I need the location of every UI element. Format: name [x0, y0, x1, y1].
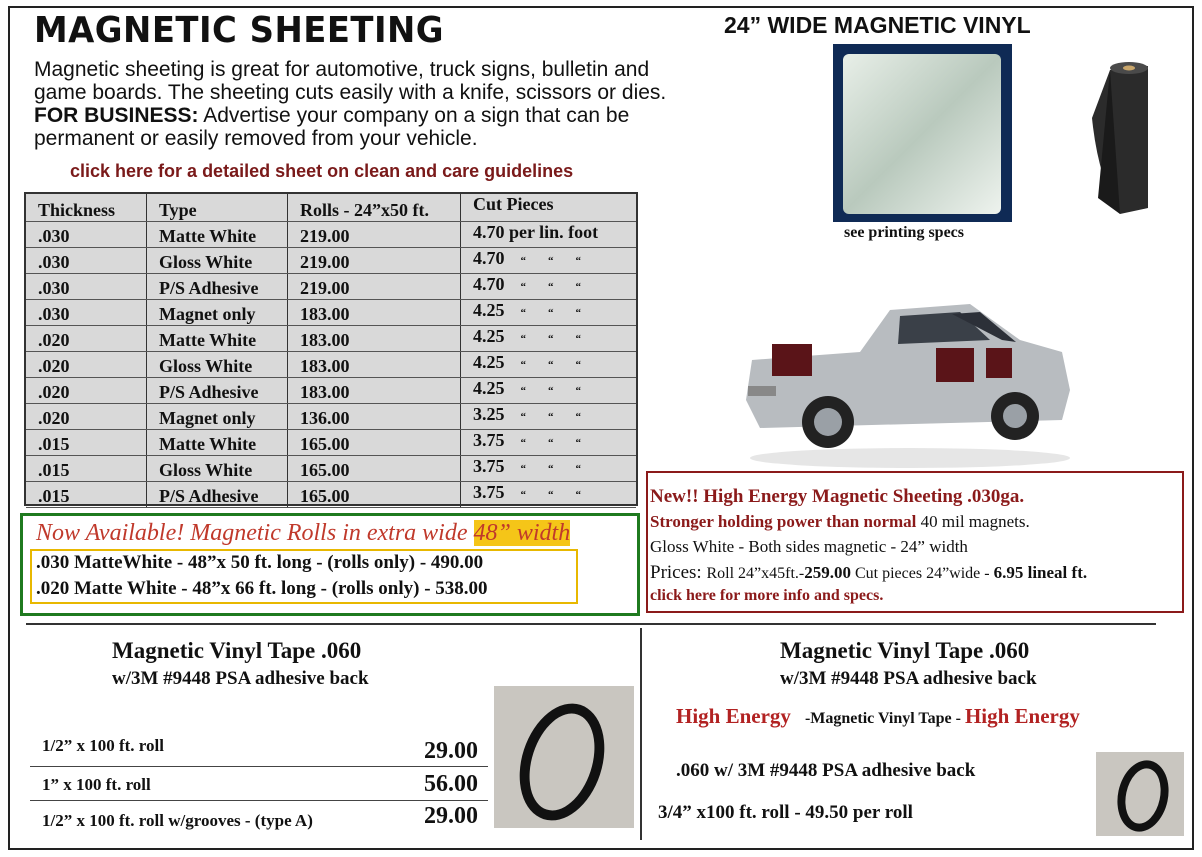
- high-energy-mil: 40 mil magnets.: [916, 512, 1030, 531]
- tape-left-rule-1: [30, 766, 488, 767]
- table-row: [26, 326, 636, 352]
- cut-price-label: Cut pieces 24”wide -: [850, 565, 994, 582]
- col-thickness-header: Thickness: [26, 194, 147, 222]
- cut-price-value: 3.25: [473, 404, 505, 424]
- cut-price-cell: [461, 482, 637, 508]
- cut-price-value: 4.70 per lin. foot: [473, 222, 599, 242]
- roll-price-cell: 183.00: [288, 352, 461, 378]
- cut-price-value: 4.25: [473, 352, 505, 372]
- table-row: [26, 222, 636, 248]
- roll-price-cell: 183.00: [288, 326, 461, 352]
- ditto-mark: “: [520, 463, 526, 475]
- table-row: [26, 352, 636, 378]
- cut-price-cell: [461, 274, 637, 300]
- ditto-mark: “: [548, 489, 554, 501]
- roll-price-cell: 219.00: [288, 222, 461, 248]
- thickness-cell: .020: [26, 326, 147, 352]
- col-cut-header: Cut Pieces: [461, 194, 637, 222]
- ditto-mark: “: [520, 359, 526, 371]
- roll-price-label: Roll 24”x45ft.-: [706, 565, 805, 582]
- cut-price-value: 4.70: [473, 248, 505, 268]
- roll-price-cell: 136.00: [288, 404, 461, 430]
- intro-line-1: Magnetic sheeting is great for automotive, truck signs, bulletin and: [34, 58, 650, 81]
- thickness-cell: .020: [26, 352, 147, 378]
- roll-price-cell: 219.00: [288, 274, 461, 300]
- high-energy-title: New!! High Energy Magnetic Sheeting .030ga.: [650, 486, 1025, 507]
- cut-price-value: 4.70: [473, 274, 505, 294]
- business-text-1: Advertise your company on a sign that can be: [198, 104, 630, 127]
- thickness-cell: .020: [26, 378, 147, 404]
- type-cell: Matte White: [147, 326, 288, 352]
- roll-price-cell: 165.00: [288, 482, 461, 508]
- tape-right-title: Magnetic Vinyl Tape .060: [780, 638, 1030, 663]
- ditto-mark: “: [548, 385, 554, 397]
- tape-right-line-1: .060 w/ 3M #9448 PSA adhesive back: [676, 760, 976, 781]
- col-rolls-header: Rolls - 24”x50 ft.: [288, 194, 461, 222]
- table-row: [26, 378, 636, 404]
- ditto-mark: “: [575, 385, 581, 397]
- high-energy-prices: [650, 562, 1087, 584]
- cut-price-cell: [461, 456, 637, 482]
- roll-price-cell: 183.00: [288, 378, 461, 404]
- type-cell: Gloss White: [147, 248, 288, 274]
- high-energy-label-1: High Energy: [676, 704, 791, 728]
- high-energy-line-3: Gloss White - Both sides magnetic - 24” width: [650, 537, 968, 556]
- type-cell: Matte White: [147, 430, 288, 456]
- table-row: [26, 456, 636, 482]
- table-row: [26, 300, 636, 326]
- ditto-mark: “: [520, 307, 526, 319]
- thickness-cell: .030: [26, 222, 147, 248]
- tape-left-subtitle: w/3M #9448 PSA adhesive back: [112, 668, 369, 689]
- wide-roll-line-1: .030 MatteWhite - 48”x 50 ft. long - (rolls only) - 490.00: [36, 552, 484, 573]
- cut-price-cell: [461, 430, 637, 456]
- roll-price-cell: 183.00: [288, 300, 461, 326]
- tape-left-item-2: 1” x 100 ft. roll: [42, 775, 151, 794]
- ditto-mark: “: [520, 437, 526, 449]
- roll-price-cell: 219.00: [288, 248, 461, 274]
- cut-price-value: 3.75: [473, 456, 505, 476]
- ditto-mark: “: [520, 255, 526, 267]
- table-row: [26, 430, 636, 456]
- cut-price-cell: [461, 326, 637, 352]
- type-cell: P/S Adhesive: [147, 378, 288, 404]
- intro-text: [34, 58, 674, 150]
- ditto-mark: “: [548, 411, 554, 423]
- high-energy-strength: Stronger holding power than normal: [650, 512, 917, 531]
- ditto-mark: “: [548, 333, 554, 345]
- roll-price: 259.00: [804, 563, 851, 582]
- col-type-header: Type: [147, 194, 288, 222]
- cut-price-value: 3.75: [473, 430, 505, 450]
- business-label: FOR BUSINESS:: [34, 104, 199, 127]
- column-divider: [640, 628, 642, 840]
- high-energy-label-2: High Energy: [964, 704, 1080, 728]
- tape-left-item-1: 1/2” x 100 ft. roll: [42, 736, 164, 755]
- ditto-mark: “: [575, 489, 581, 501]
- cut-price-cell: [461, 248, 637, 274]
- printing-specs-link[interactable]: see printing specs: [844, 224, 964, 241]
- ditto-mark: “: [548, 281, 554, 293]
- ditto-mark: “: [520, 489, 526, 501]
- thickness-cell: .030: [26, 248, 147, 274]
- cut-price-cell: [461, 222, 637, 248]
- wide-rolls-heading: [36, 520, 570, 547]
- thickness-cell: .015: [26, 456, 147, 482]
- tape-left-title: Magnetic Vinyl Tape .060: [112, 638, 362, 663]
- business-line: [34, 104, 674, 127]
- ditto-mark: “: [520, 333, 526, 345]
- tape-left-item-3: 1/2” x 100 ft. roll w/grooves - (type A): [42, 811, 313, 830]
- tape-left-price-1: 29.00: [424, 738, 478, 764]
- cut-price-value: 3.75: [473, 482, 505, 502]
- table-row: [26, 274, 636, 300]
- thickness-cell: .030: [26, 274, 147, 300]
- type-cell: Magnet only: [147, 404, 288, 430]
- table-row: [26, 404, 636, 430]
- ditto-mark: “: [548, 437, 554, 449]
- ditto-mark: “: [548, 255, 554, 267]
- care-guidelines-link[interactable]: click here for a detailed sheet on clean and care guidelines: [70, 161, 574, 181]
- tape-left-price-3: 29.00: [424, 803, 478, 829]
- section-divider: [26, 623, 1156, 625]
- ditto-mark: “: [548, 307, 554, 319]
- business-line-2: permanent or easily removed from your vehicle.: [34, 127, 478, 150]
- wide-rolls-heading-text: Now Available! Magnetic Rolls in extra wide: [36, 520, 474, 546]
- type-cell: P/S Adhesive: [147, 274, 288, 300]
- ditto-mark: “: [575, 359, 581, 371]
- wide-roll-line-2: .020 Matte White - 48”x 66 ft. long - (rolls only) - 538.00: [36, 578, 488, 599]
- cut-price-cell: [461, 352, 637, 378]
- tape-left-rule-2: [30, 800, 488, 801]
- page-title: MAGNETIC SHEETING: [34, 10, 445, 51]
- roll-price-cell: 165.00: [288, 456, 461, 482]
- vinyl-roll-image: [833, 44, 1012, 222]
- type-cell: Matte White: [147, 222, 288, 248]
- high-energy-middle: -Magnetic Vinyl Tape -: [804, 710, 961, 727]
- ditto-mark: “: [575, 463, 581, 475]
- table-row: [26, 248, 636, 274]
- tape-right-roll-image: [1096, 752, 1184, 836]
- truck-image: [740, 290, 1080, 470]
- price-table: [24, 192, 638, 506]
- cut-price-cell: [461, 300, 637, 326]
- cut-price-value: 4.25: [473, 300, 505, 320]
- black-roll-image: [1090, 58, 1162, 218]
- ditto-mark: “: [575, 333, 581, 345]
- thickness-cell: .030: [26, 300, 147, 326]
- high-energy-line-2: [650, 512, 1030, 532]
- ditto-mark: “: [548, 463, 554, 475]
- wide-rolls-highlight: 48” width: [473, 520, 571, 546]
- cut-price-value: 4.25: [473, 378, 505, 398]
- type-cell: Magnet only: [147, 300, 288, 326]
- intro-line-2: game boards. The sheeting cuts easily with a knife, scissors or dies.: [34, 81, 667, 104]
- tape-right-high-energy: [676, 704, 1080, 729]
- ditto-mark: “: [575, 281, 581, 293]
- type-cell: Gloss White: [147, 456, 288, 482]
- cut-price-cell: [461, 378, 637, 404]
- tape-right-line-2: 3/4” x100 ft. roll - 49.50 per roll: [658, 802, 913, 823]
- ditto-mark: “: [520, 281, 526, 293]
- cut-price: 6.95 lineal ft.: [993, 563, 1088, 582]
- ditto-mark: “: [575, 411, 581, 423]
- tape-roll-image: [494, 686, 634, 828]
- ditto-mark: “: [575, 255, 581, 267]
- vinyl-title: 24” WIDE MAGNETIC VINYL: [724, 12, 1031, 38]
- ditto-mark: “: [575, 437, 581, 449]
- thickness-cell: .015: [26, 430, 147, 456]
- type-cell: P/S Adhesive: [147, 482, 288, 508]
- high-energy-info-link[interactable]: click here for more info and specs.: [650, 587, 884, 604]
- thickness-cell: .015: [26, 482, 147, 508]
- ditto-mark: “: [520, 385, 526, 397]
- cut-price-value: 4.25: [473, 326, 505, 346]
- table-row: [26, 482, 636, 508]
- tape-right-subtitle: w/3M #9448 PSA adhesive back: [780, 668, 1037, 689]
- prices-label: Prices:: [650, 562, 707, 583]
- tape-left-price-2: 56.00: [424, 771, 478, 797]
- type-cell: Gloss White: [147, 352, 288, 378]
- roll-price-cell: 165.00: [288, 430, 461, 456]
- thickness-cell: .020: [26, 404, 147, 430]
- ditto-mark: “: [520, 411, 526, 423]
- ditto-mark: “: [548, 359, 554, 371]
- ditto-mark: “: [575, 307, 581, 319]
- cut-price-cell: [461, 404, 637, 430]
